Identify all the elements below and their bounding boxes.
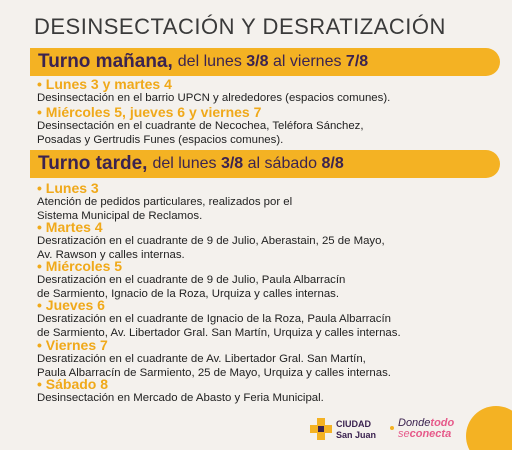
page-title: DESINSECTACIÓN Y DESRATIZACIÓN: [34, 14, 446, 39]
afternoon-item-desc: de Sarmiento, Av. Libertador Gral. San Martín, Urquiza y calles internas.: [37, 326, 401, 339]
morning-shift-label: Turno mañana,: [38, 51, 173, 72]
afternoon-item-desc: Desinsectación en Mercado de Abasto y Feria Municipal.: [37, 392, 324, 404]
afternoon-item-desc: Atención de pedidos particulares, realizados por el: [37, 196, 293, 208]
morning-item-2: [37, 104, 502, 147]
afternoon-item-day: • Miércoles 5: [37, 258, 123, 274]
afternoon-item-6: [37, 376, 502, 406]
afternoon-item-desc: Desratización en el cuadrante de 9 de Julio, Paula Albarracín: [37, 274, 346, 286]
afternoon-shift-label: Turno tarde,: [38, 153, 148, 174]
morning-item-desc: Posadas y Gertrudis Funes (espacios comunes).: [37, 133, 284, 146]
afternoon-item-desc: Sistema Municipal de Reclamos.: [37, 209, 203, 222]
afternoon-item-day: • Martes 4: [37, 219, 103, 235]
morning-item-desc: Desinsectación en el barrio UPCN y alrededores (espacios comunes).: [37, 92, 391, 104]
morning-item-day: • Lunes 3 y martes 4: [37, 76, 172, 92]
afternoon-item-day: • Viernes 7: [37, 337, 108, 353]
slogan-logo: Dondetodo seconecta: [398, 417, 455, 440]
decorative-corner-shape: [466, 406, 512, 450]
afternoon-item-desc: Desratización en el cuadrante de 9 de Julio, Aberastain, 25 de Mayo,: [37, 235, 385, 247]
morning-shift-band: [30, 48, 500, 76]
city-logo-icon: [310, 418, 332, 440]
afternoon-item-day: • Lunes 3: [37, 180, 99, 196]
afternoon-item-5: [37, 337, 502, 380]
morning-item-day: • Miércoles 5, jueves 6 y viernes 7: [37, 104, 262, 120]
morning-item-desc: Desinsectación en el cuadrante de Necochea, Teléfora Sánchez,: [37, 120, 364, 132]
afternoon-shift-band: [30, 150, 500, 178]
city-logo-line1: CIUDAD: [336, 419, 371, 429]
afternoon-item-desc: de Sarmiento, Ignacio de la Roza, Urquiza y calles internas.: [37, 287, 340, 300]
city-logo-line2: San Juan: [336, 430, 377, 440]
afternoon-item-day: • Sábado 8: [37, 376, 109, 392]
afternoon-item-4: [37, 297, 502, 340]
afternoon-item-desc: Paula Albarracín de Sarmiento, 25 de Mayo, Urquiza y calles internas.: [37, 366, 391, 379]
separator-dot: [390, 426, 394, 430]
afternoon-item-1: [37, 180, 502, 223]
afternoon-item-day: • Jueves 6: [37, 297, 105, 313]
afternoon-item-2: [37, 219, 502, 262]
afternoon-item-desc: Desratización en el cuadrante de Ignacio de la Roza, Paula Albarracín: [37, 313, 391, 325]
afternoon-shift-range: del lunes 3/8 al sábado 8/8: [152, 155, 344, 172]
afternoon-item-desc: Av. Rawson y calles internas.: [37, 248, 185, 261]
afternoon-item-desc: Desratización en el cuadrante de Av. Libertador Gral. San Martín,: [37, 353, 366, 365]
morning-item-1: [37, 76, 502, 106]
morning-shift-range: del lunes 3/8 al viernes 7/8: [177, 53, 369, 70]
afternoon-item-3: [37, 258, 502, 301]
